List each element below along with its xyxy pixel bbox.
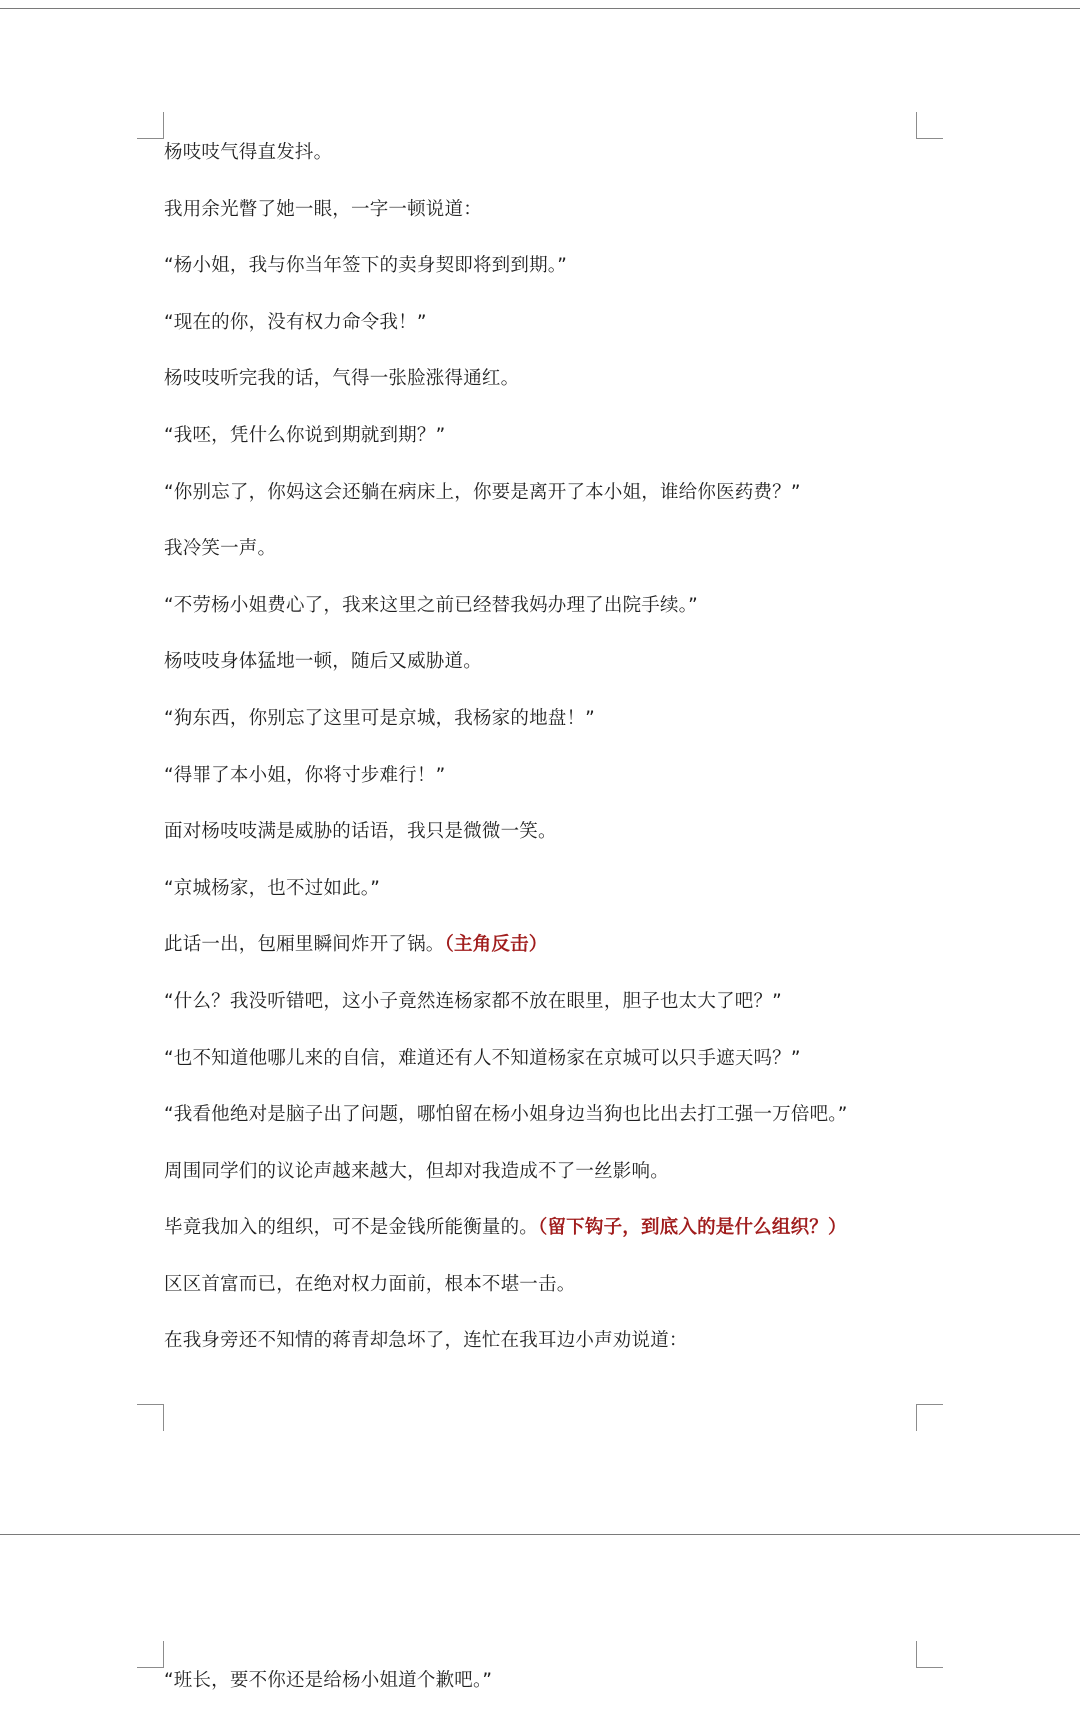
- editor-note: （主角反击）: [444, 934, 548, 956]
- page1-corner-mark-bottom-left: [137, 1404, 164, 1431]
- paragraph: “我呸，凭什么你说到期就到期？”: [164, 424, 446, 446]
- paragraph: 我用余光瞥了她一眼，一字一顿说道：: [164, 198, 482, 220]
- paragraph: “什么？我没听错吧，这小子竟然连杨家都不放在眼里，胆子也太大了吧？”: [164, 990, 782, 1012]
- paragraph: 周围同学们的议论声越来越大，但却对我造成不了一丝影响。: [164, 1160, 669, 1182]
- page-top-rule: [0, 8, 1080, 9]
- paragraph: 杨吱吱身体猛地一顿，随后又威胁道。: [164, 651, 482, 673]
- paragraph: 毕竟我加入的组织，可不是金钱所能衡量的。（留下钩子，到底入的是什么组织？）: [164, 1217, 847, 1239]
- editor-note: （留下钩子，到底入的是什么组织？）: [538, 1217, 847, 1239]
- paragraph: “我看他绝对是脑子出了问题，哪怕留在杨小姐身边当狗也比出去打工强一万倍吧。”: [164, 1104, 848, 1126]
- page1-body: [164, 135, 924, 1380]
- page1-corner-mark-top-left: [137, 112, 164, 139]
- paragraph: “也不知道他哪儿来的自信，难道还有人不知道杨家在京城可以只手遮天吗？”: [164, 1047, 801, 1069]
- paragraph: 杨吱吱气得直发抖。: [164, 142, 333, 163]
- paragraph: 区区首富而已，在绝对权力面前，根本不堪一击。: [164, 1273, 576, 1295]
- page1-corner-mark-bottom-right: [916, 1404, 943, 1431]
- page2-corner-mark-top-left: [137, 1641, 164, 1668]
- paragraph: “京城杨家，也不过如此。”: [164, 877, 381, 899]
- paragraph: “杨小姐，我与你当年签下的卖身契即将到到期。”: [164, 255, 568, 277]
- page2-body: [164, 1663, 924, 1720]
- paragraph: “得罪了本小姐，你将寸步难行！”: [164, 764, 446, 786]
- paragraph: 面对杨吱吱满是威胁的话语，我只是微微一笑。: [164, 821, 557, 843]
- paragraph: “不劳杨小姐费心了，我来这里之前已经替我妈办理了出院手续。”: [164, 594, 698, 616]
- paragraph: 我冷笑一声。: [164, 538, 277, 560]
- paragraph: 此话一出，包厢里瞬间炸开了锅。（主角反击）: [164, 934, 548, 956]
- page-break-rule: [0, 1534, 1080, 1535]
- paragraph: “你别忘了，你妈这会还躺在病床上，你要是离开了本小姐，谁给你医药费？”: [164, 481, 801, 503]
- paragraph: “班长，要不你还是给杨小姐道个歉吧。”: [164, 1670, 493, 1691]
- paragraph: 杨吱吱听完我的话，气得一张脸涨得通红。: [164, 368, 520, 390]
- paragraph: “狗东西，你别忘了这里可是京城，我杨家的地盘！”: [164, 707, 595, 729]
- paragraph: “现在的你，没有权力命令我！”: [164, 311, 427, 333]
- paragraph: 在我身旁还不知情的蒋青却急坏了，连忙在我耳边小声劝说道：: [164, 1330, 688, 1352]
